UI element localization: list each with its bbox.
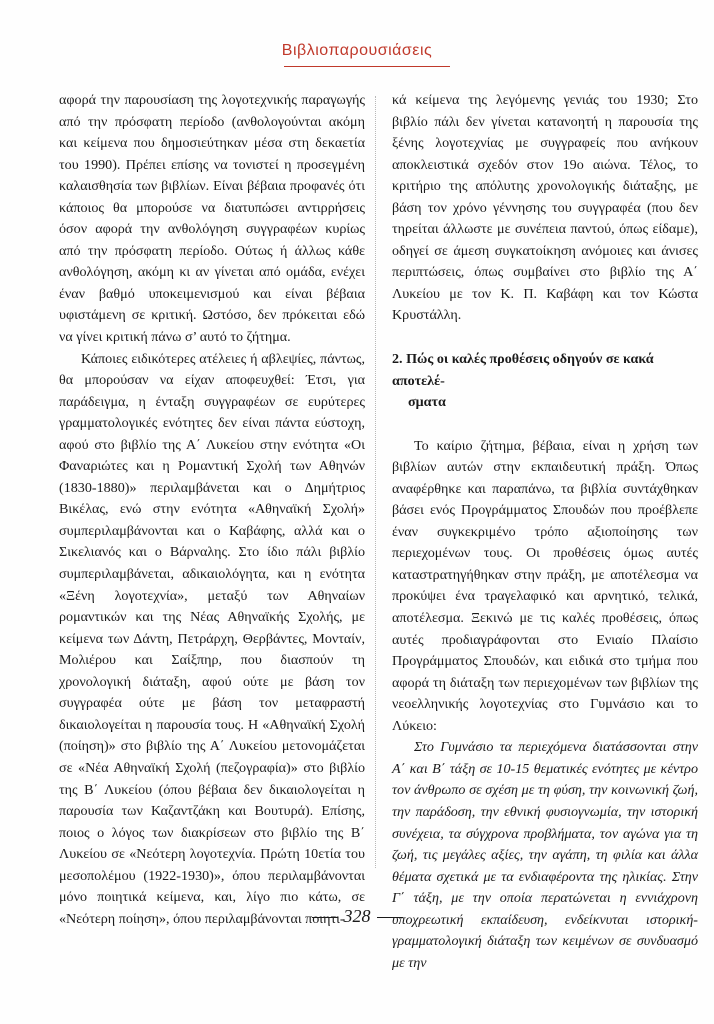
right-paragraph-1: κά κείμενα της λεγόμενης γενιάς του 1930; Στο βιβλίο πάλι δεν γίνεται κατανοητή η παρουσία της ξένης λογοτεχνίας με συγγραφείς που ανήκουν αποκλειστικά σχεδόν στον 19ο αιώνα. Τέλος, το κριτήριο της απόλυτης χρονολογικής διάταξης, με βάση τον χρόνο γέννησης του συγγραφέα (που δεν τηρείται άλλωστε με συνέπεια παντού, όπως είδαμε), οδηγεί σε άμεση συγκατοίκηση ανόμοιες και άνισες περιπτώσεις, όπως συμβαίνει στο βιβλίο της Α΄ Λυκείου με τον Κ. Π. Καβάφη και τον Κώστα Κρυστάλλη. [392,92,698,324]
left-column [59,90,365,930]
left-paragraph-1: αφορά την παρουσίαση της λογοτεχνικής παραγωγής από την πρόσφατη περίοδο (ανθολογούνται ακόμη και κείμενα που δημοσιεύτηκαν μέσα στη δεκαετία του 1990). Πρέπει επίσης να τονιστεί η προσεγμένη καλαισθησία των βιβλίων. Είναι βέβαια προφανές ότι κάποιος θα μπορούσε να διατυπώσει αντιρρήσεις όσον αφορά την ανθολόγηση συγγραφέων κυρίως από την πρόσφατη περίοδο. Ούτως ή άλλως κάθε ανθολόγηση, ακόμη κι αν γίνεται από ομάδα, ενέχει έναν βαθμό υποκειμενισμού και είναι βέβαια υφιστάμενη σε κριτική. Ωστόσο, δεν πρόκειται εδώ να γίνει κριτική πάνω σ’ αυτό το ζήτημα. [59,92,365,346]
section-heading [392,349,698,414]
right-paragraph-3-quote [392,737,698,974]
quote-text: Στο Γυμνάσιο τα περιεχόμενα διατάσσονται στην Α΄ και Β΄ τάξη σε 10-15 θεματικές ενότητες με κέντρο τον άνθρωπο σε σχέση με τη φύση, την κοινωνική ζωή, την παράδοση, την εθνική φυσιογνωμία, την ιστορική συνέχεια, τα σύγχρονα προβλήματα, τον αγώνα για τη ζωή, τις μεγάλες αξίες, την αγάπη, τη φιλία και άλλα θέματα σχετικά με τα ενδιαφέροντα της ηλικίας. Στην Γ΄ τάξη, με την οποία περατώνεται η εννιάχρονη υποχρεωτική εκπαίδευση, ενδείκνυται ιστορική-γραμματολογική διάταξη των κειμένων σε συνδυασμό με την [392,739,698,971]
right-column [392,90,698,974]
running-head: Βιβλιοπαρουσιάσεις [281,42,433,59]
header-rule [284,66,450,67]
page-folio [0,906,714,927]
folio-dash-left [312,917,338,918]
right-paragraph-2: Το καίριο ζήτημα, βέβαια, είναι η χρήση των βιβλίων αυτών στην εκπαιδευτική πράξη. Όπως αναφέρθηκε και παραπάνω, τα βιβλία συντάχθηκαν βάσει ενός Προγράμματος Σπουδών που προέβλεπε έναν συγκεκριμένο τρόπο αξιοποίησης των περιεχομένων τους. Οι προθέσεις όμως αυτές καταστρατηγήθηκαν στην πράξη, με αποτέλεσμα να προκύψει ένα τραγελαφικό και αρνητικό, τελικά, αποτέλεσμα. Ξεκινώ με τις καλές προθέσεις, όπως αυτές προδιαγράφονται στο Ενιαίο Πλαίσιο Προγράμματος Σπουδών, και ειδικά στο τμήμα που αφορά τη διάταξη των περιεχομένων των βιβλίων της νεοελληνικής λογοτεχνίας στο Γυμνάσιο και το Λύκειο: [392,437,698,734]
left-paragraph-2: Κάποιες ειδικότερες ατέλειες ή αβλεψίες, πάντως, θα μπορούσαν να είχαν αποφευχθεί: Έτσι, για παράδειγμα, η ένταξη συγγραφέων σε ευρύτερες γραμματολογικές ενότητες δεν είναι πάντα εύστοχη, αφού στο βιβλίο της Α΄ Λυκείου στην ενότητα «Οι Φαναριώτες και η Ρομαντική Σχολή των Αθηνών (1830-1880)» περιλαμβάνεται και ο Δημήτριος Βικέλας, ενώ στην ενότητα «Αθηναϊκή Σχολή» συμπεριλαμβάνονται και ο Καβάφης, αλλά και ο Σικελιανός και ο Βάρναλης. Στο ίδιο πάλι βιβλίο συμπεριλαμβάνεται, αδικαιολόγητα, και η ενότητα «Ξένη λογοτεχνία», μεταξύ των Αθηναίων ρομαντικών και της Νέας Αθηναϊκής Σχολής, με κείμενα των Δάντη, Πετράρχη, Θερβάντες, Μονταίν, Μολιέρου και Σαίξπηρ, που διασπούν τη χρονολογική διάταξη, αφού ούτε με βάση τον συγγραφέα ούτε με βάση τον μεταφραστή δικαιολογείται η παρουσία τους. Η «Αθηναϊκή Σχολή (ποίηση)» στο βιβλίο της Α΄ Λυκείου μετονομάζεται σε «Νέα Αθηναϊκή Σχολή (πεζογραφία)» στο βιβλίο της Β΄ Λυκείου (όπου βέβαια δεν δικαιολογείται η παρουσία των Καζαντζάκη και Βουτυρά). Επίσης, ποιος ο λόγος των διακρίσεων στο βιβλίο της Β΄ Λυκείου σε «Νεότερη λογοτεχνία. Πρώτη 10ετία του μεσοπολέμου (1922-1930)», όπου περιλαμβάνονται μόνο ποιητικά κείμενα, και, λίγο πιο κάτω, σε «Νεότερη ποίηση», όπου περιλαμβάνονται ποιητι- [59,350,365,927]
section-heading-line-2: σματα [408,394,446,411]
page-number: 328 [343,906,371,926]
column-divider [375,96,377,868]
section-heading-line-1: 2. Πώς οι καλές προθέσεις οδηγούν σε κακά αποτελέ- [392,351,654,389]
folio-dash-right [377,917,403,918]
